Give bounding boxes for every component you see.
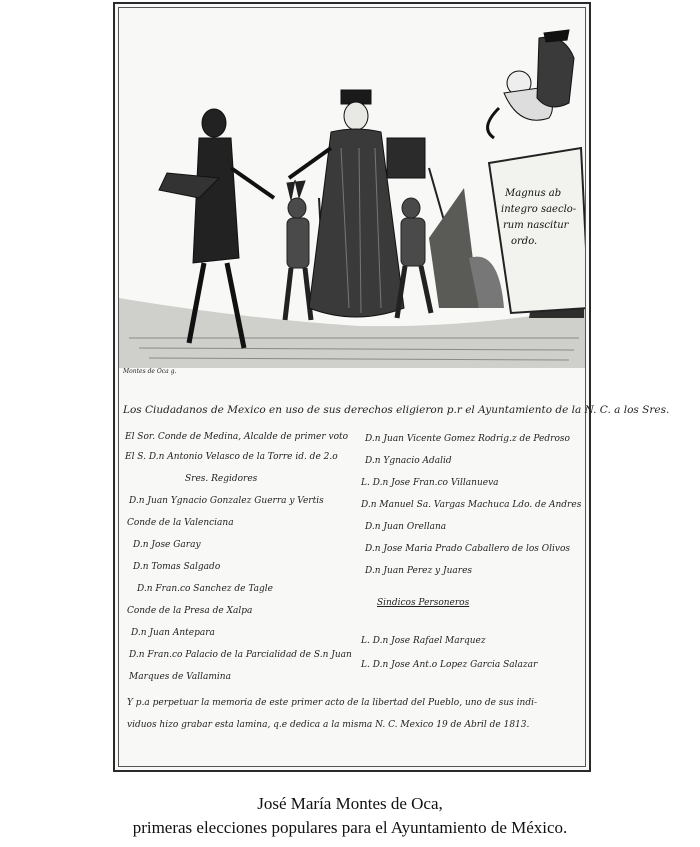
right-name-8: L. D.n Jose Rafael Marquez bbox=[361, 636, 486, 646]
left-name-6: D.n Tomas Salgado bbox=[133, 562, 221, 572]
inscription-tablet bbox=[489, 148, 585, 313]
right-name-6: D.n Jose Maria Prado Caballero de los Olivos bbox=[365, 544, 571, 554]
left-name-11: Marques de Vallamina bbox=[129, 672, 231, 682]
right-name-3: L. D.n Jose Fran.co Villanueva bbox=[361, 478, 499, 488]
left-name-10: D.n Fran.co Palacio de la Parcialidad de S.n Juan bbox=[129, 650, 352, 660]
tablet-line-2: integro saeclo- bbox=[501, 204, 577, 215]
left-name-4: Conde de la Valenciana bbox=[127, 518, 234, 528]
right-name-1: D.n Juan Vicente Gomez Rodrig.z de Pedroso bbox=[365, 434, 570, 444]
engraved-plate bbox=[113, 2, 670, 772]
cherub-with-coat-of-arms bbox=[488, 30, 574, 138]
left-name-7: D.n Fran.co Sanchez de Tagle bbox=[137, 584, 273, 594]
right-name-7: D.n Juan Perez y Juares bbox=[365, 566, 473, 576]
left-name-3: D.n Juan Ygnacio Gonzalez Guerra y Vertis bbox=[129, 496, 324, 506]
tablet-line-4: ordo. bbox=[511, 236, 538, 247]
caption-title: primeras elecciones populares para el Ayuntamiento de México. bbox=[132, 818, 568, 837]
engraver-signature: Montes de Oca g. bbox=[123, 368, 177, 375]
allegorical-scene-svg bbox=[119, 8, 585, 368]
tablet-line-3: rum nascitur bbox=[503, 220, 569, 231]
tablet-line-1: Magnus ab bbox=[505, 188, 562, 199]
left-heading-regidores: Sres. Regidores bbox=[185, 474, 258, 484]
right-heading-sindicos: Sindicos Personeros bbox=[377, 598, 470, 608]
left-name-2: El S. D.n Antonio Velasco de la Torre id. de 2.o bbox=[125, 452, 338, 462]
left-name-9: D.n Juan Antepara bbox=[131, 628, 215, 638]
right-name-9: L. D.n Jose Ant.o Lopez Garcia Salazar bbox=[361, 660, 538, 670]
right-name-4: D.n Manuel Sa. Vargas Machuca Ldo. de Andres bbox=[361, 500, 582, 510]
right-name-5: D.n Juan Orellana bbox=[365, 522, 447, 532]
caption-author: José María Montes de Oca, bbox=[257, 794, 443, 813]
right-name-2: D.n Ygnacio Adalid bbox=[365, 456, 452, 466]
engraving-illustration bbox=[119, 8, 585, 368]
left-name-8: Conde de la Presa de Xalpa bbox=[127, 606, 253, 616]
dedication-line-1: Y p.a perpetuar la memoria de este primer acto de la libertad del Pueblo, uno de sus indi- bbox=[127, 698, 538, 708]
election-intro-text: Los Ciudadanos de Mexico en uso de sus derechos eligieron p.r el Ayuntamiento de la N. C. a los Sres. bbox=[123, 404, 670, 416]
left-name-1: El Sor. Conde de Medina, Alcalde de primer voto bbox=[125, 432, 349, 442]
rock-pile bbox=[429, 188, 479, 308]
left-name-5: D.n Jose Garay bbox=[133, 540, 201, 550]
dedication-line-2: viduos hizo grabar esta lamina, q.e dedica a la misma N. C. Mexico 19 de Abril de 1813. bbox=[127, 720, 530, 730]
